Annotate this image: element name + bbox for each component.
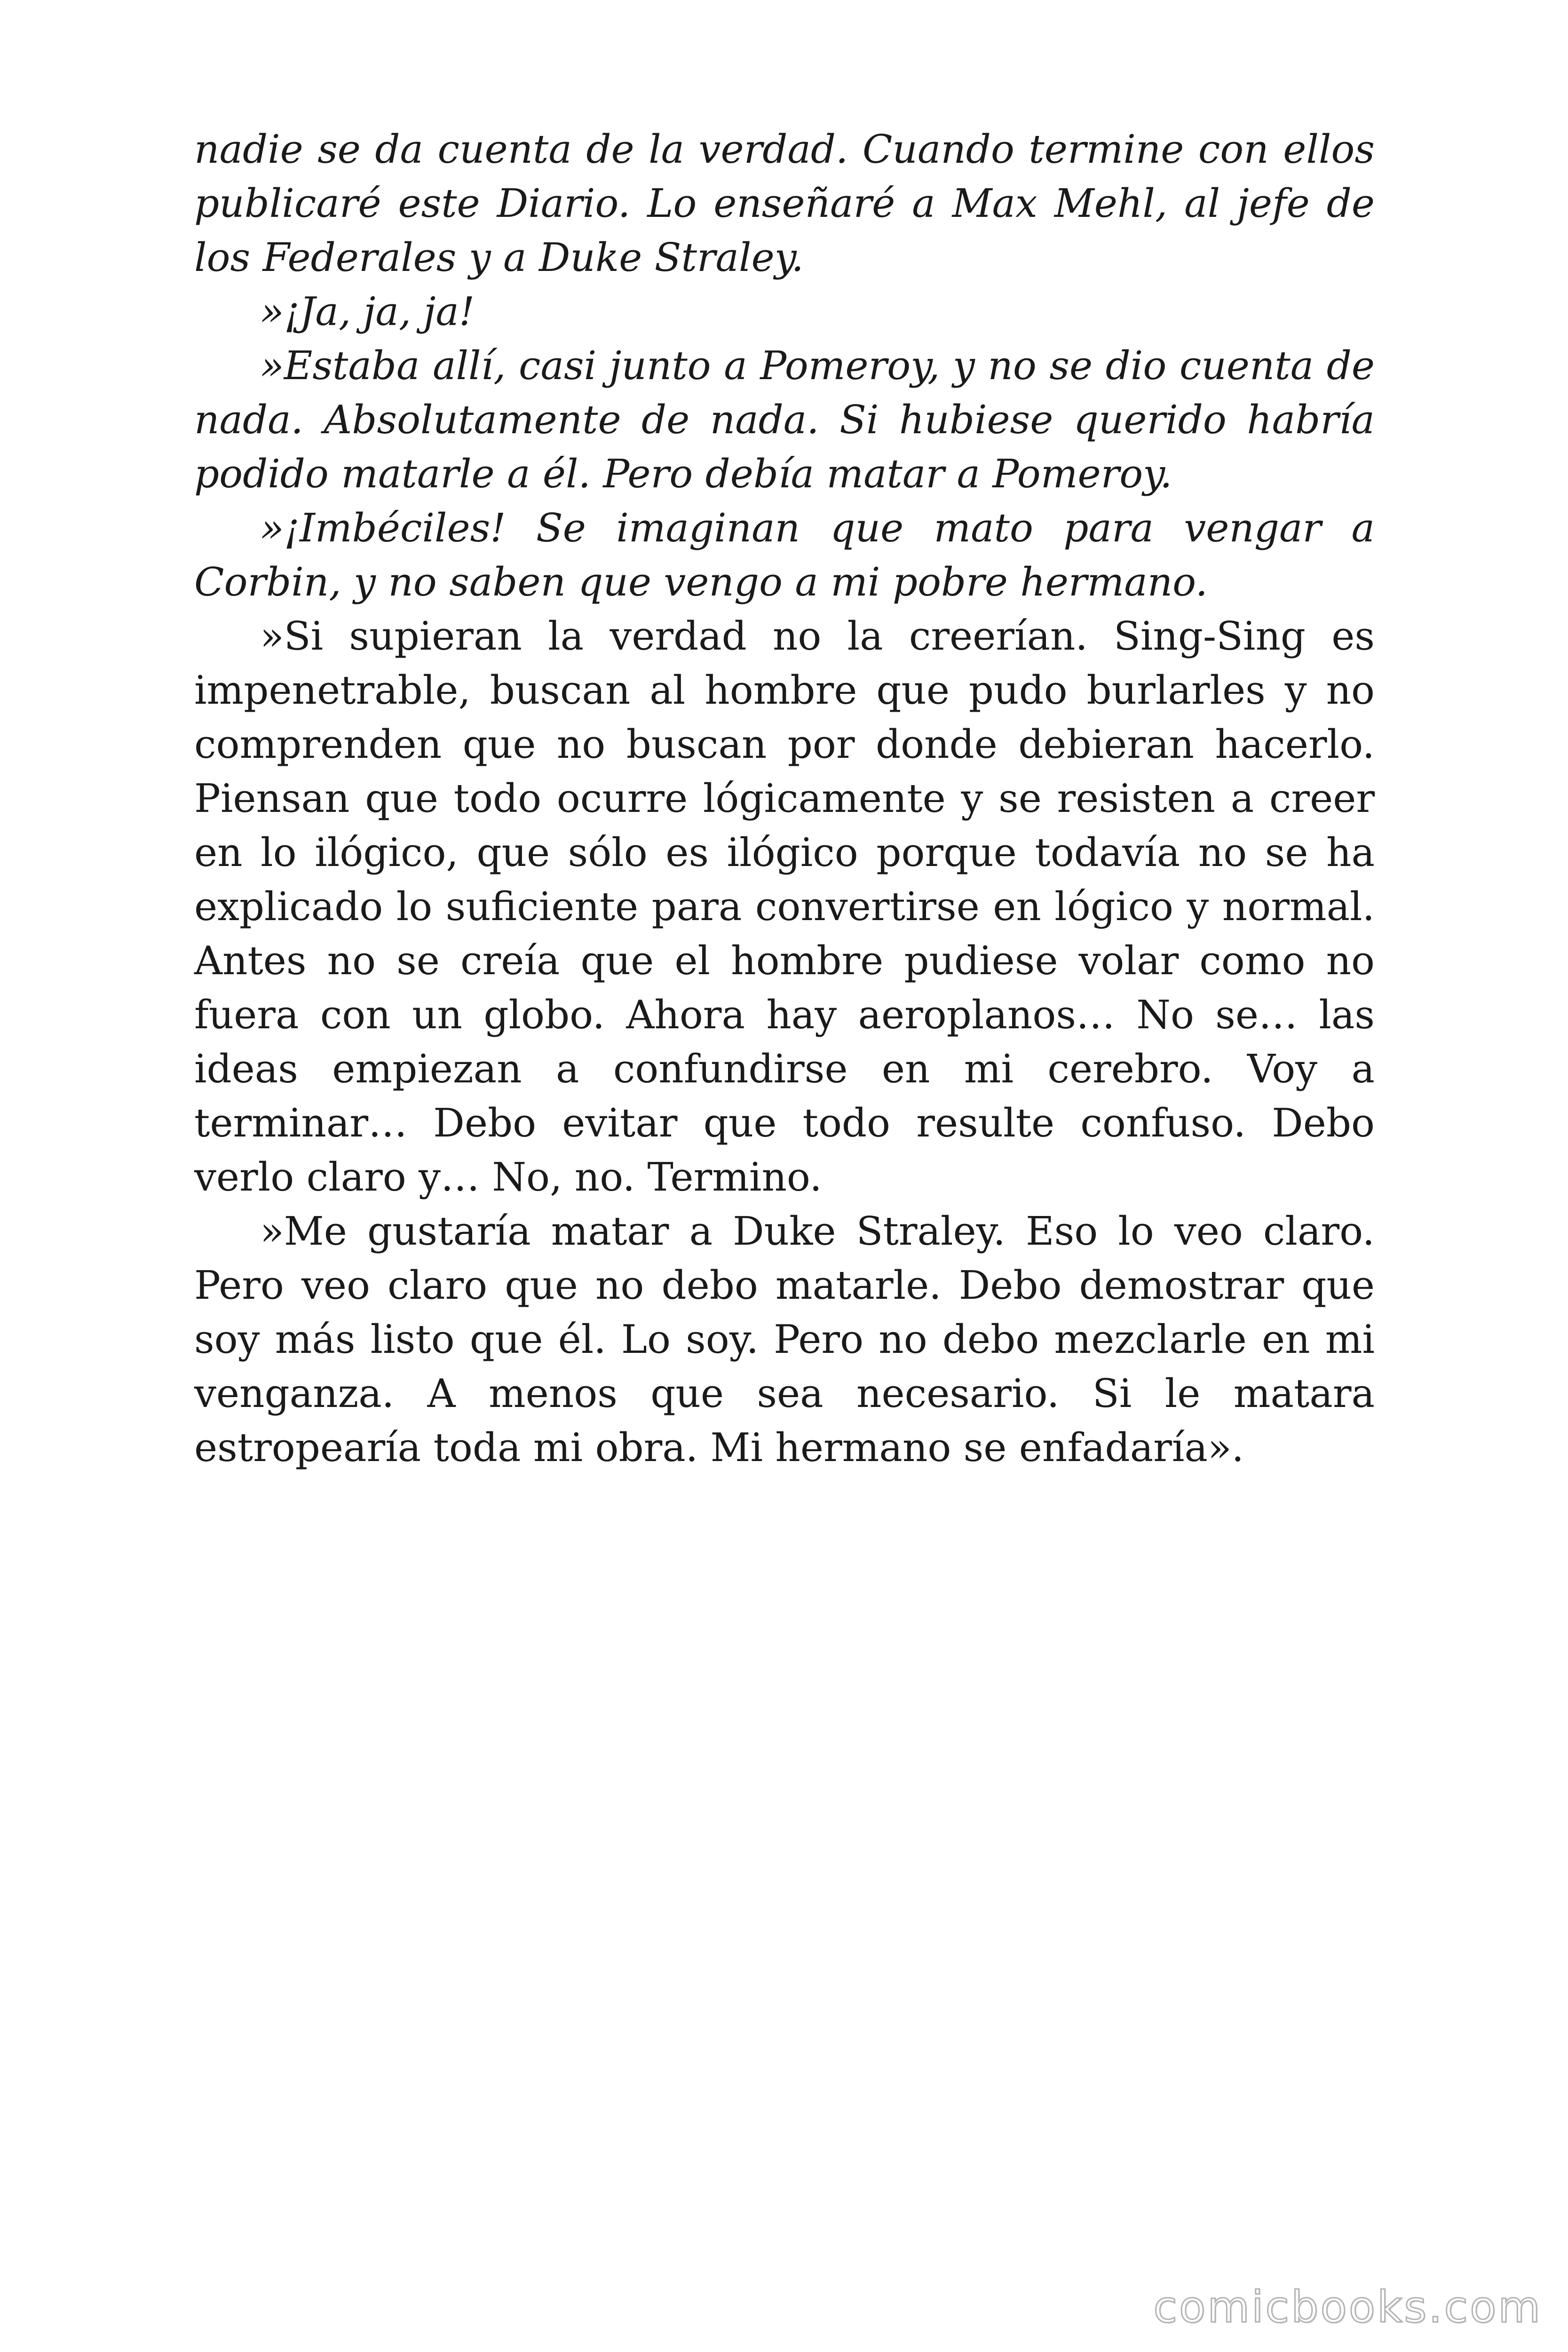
paragraph-2: »¡Ja, ja, ja!: [260, 289, 475, 334]
body-text: [194, 122, 1375, 1475]
paragraph-6: »Me gustaría matar a Duke Straley. Eso lo veo claro. Pero veo claro que no debo matarle. Debo demostrar que soy más listo que él. Lo soy. Pero no debo mezclarle en mi venganza. A menos que sea necesario. Si le matara estropearía toda mi obra. Mi hermano se enfadaría».: [194, 1208, 1375, 1470]
paragraph-4: »¡Imbéciles! Se imaginan que mato para vengar a Corbin, y no saben que vengo a mi pobre hermano.: [194, 505, 1375, 605]
watermark-logo: comicbooks.com: [1153, 2282, 1542, 2332]
paragraph-5: »Si supieran la verdad no la creerían. Sing-Sing es impenetrable, buscan al hombre que pudo burlarles y no comprenden que no buscan por donde debieran hacerlo. Piensan que todo ocurre lógicamente y se resisten a creer en lo ilógico, que sólo es ilógico porque todavía no se ha explicado lo suficiente para convertirse en lógico y normal. Antes no se creía que el hombre pudiese volar como no fuera con un globo. Ahora hay aeroplanos… No se… las ideas empiezan a confundirse en mi cerebro. Voy a terminar… Debo evitar que todo resulte confuso. Debo verlo claro y… No, no. Termino.: [194, 613, 1375, 1200]
paragraph-3: »Estaba allí, casi junto a Pomeroy, y no se dio cuenta de nada. Absolutamente de nada. Si hubiese querido habría podido matarle a él. Pero debía matar a Pomeroy.: [194, 343, 1375, 497]
paragraph-1: nadie se da cuenta de la verdad. Cuando termine con ellos publicaré este Diario. Lo enseñaré a Max Mehl, al jefe de los Federales y a Duke Straley.: [194, 127, 1375, 280]
